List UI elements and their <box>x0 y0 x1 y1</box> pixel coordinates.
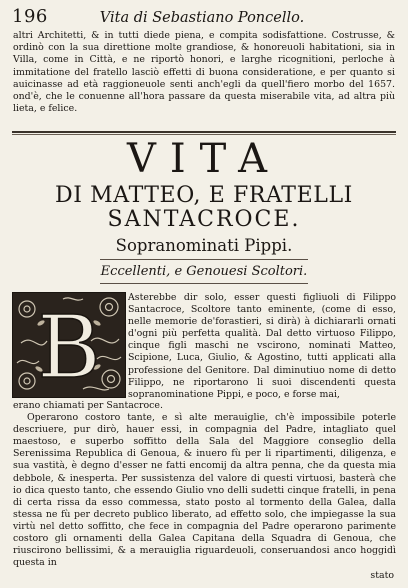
body-text-full <box>13 400 396 569</box>
divider-rule-thin <box>12 134 396 135</box>
running-head <box>12 6 398 28</box>
top-paragraph <box>13 30 395 115</box>
floral-ornament-icon <box>13 293 125 397</box>
catchword: stato <box>370 570 394 581</box>
initial-letter: B <box>37 298 101 397</box>
running-title: Vita di Sebastiano Poncello. <box>99 10 305 26</box>
chapter-title-line2: DI MATTEO, E FRATELLI <box>55 183 353 208</box>
body-after-initial: erano chiamati per Santacroce. <box>13 400 163 411</box>
tagline-rule <box>100 283 308 284</box>
page-number: 196 <box>12 6 48 27</box>
chapter-title-line3: SANTACROCE. <box>107 207 301 232</box>
chapter-title-vita: VITA <box>126 136 282 182</box>
top-paragraph-text: altri Architetti, & in tutti diede piena, e compita sodisfattione. Costrusse, & ordinò con la sua direttione molte grandiose, & honoreuoli habitationi, sia in Villa, come in Città, e ne riportò honori, e larghe ricognitioni, perloche à immitatione del fratello lasciò effetti di buona consideratione, e per quanto si auicinasse ad età raggioneuole senti anch'egli da quell'fiero morbo del 1657. ond'è, che le conuenne all'hora passare da questa miserabile vita, ad altra più lieta, e felice. <box>13 30 395 115</box>
chapter-subtitle: Sopranominati Pippi. <box>115 236 293 255</box>
decorated-initial <box>12 292 126 398</box>
subtitle-rule <box>100 259 308 260</box>
divider-rule <box>12 131 396 133</box>
body-wrapped-text: Asterebbe dir solo, esser questi figliuoli di Filippo Santacroce, Scoltore tanto eminente, (come di esso, nelle memorie de'forastieri, si dirà) à dichiararli ornati d'ogni più perfetta qualità. Dal detto virtuoso Filippo, cinque figli maschi ne vscirono, nominati Matteo, Scipione, Luca, Giulio, & Agostino, tutti applicati alla professione del Genitore. Dal diminutiuo nome di detto Filippo, ne riportarono li suoi discendenti questa sopranominatione Pippi, e poco, e forse mai, <box>128 292 396 400</box>
body-full-text: Operarono costoro tante, e sì alte merauiglie, ch'è impossibile poterle descriuere, pur dirò, hauer essi, in compagnia del Padre, intagliato quel maestoso, e superbo soffitto della Sala del Maggiore conseglio della Serenissima Republica di Genoua, & inuero fù per li ripartimenti, diligenza, e sua vastità, è degno d'esser ne fatti encomij da altra penna, che da questa mia debbole, & inesperta. Per sussistenza del valore di questi virtuosi, basterà che io dica questo tanto, che essendo Giulio vno delli sudetti cinque fratelli, in pena di certa rissa da esso commessa, stato posto al tormento della Galea, dalla stessa ne fù per decreto publico liberato, ad effetto solo, che impiegasse la sua virtù nel detto soffitto, che fece in compagnia del Padre operarono parimente costoro gli ornamenti della Galea Capitana della Squadra di Genoua, che riuscirono bellissimi, & a merauiglia riguardeuoli, conseruandosi anco hoggidì questa in <box>13 412 396 569</box>
chapter-tagline: Eccellenti, e Genouesi Scoltori. <box>100 264 308 279</box>
body-text-wrapped <box>128 292 396 401</box>
